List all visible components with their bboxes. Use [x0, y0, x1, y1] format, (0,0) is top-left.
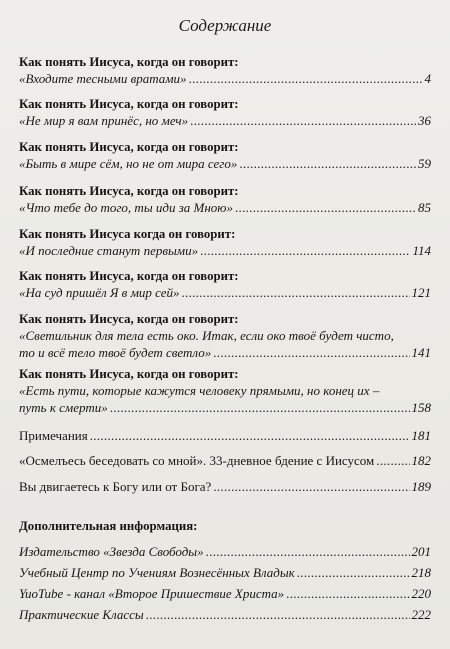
toc-entry-quote: «На суд пришёл Я в мир сей» [19, 285, 180, 300]
toc-entry-heading: Как понять Иисуса, когда он говорит: [19, 140, 239, 154]
leader-dots [200, 242, 410, 259]
page-number: 218 [411, 565, 431, 580]
leader-dots [190, 112, 416, 129]
page-title: Содержание [178, 16, 272, 35]
toc-item-label: «Осмелъесь беседовать со мной». 33-дневное бдение с Иисусом [19, 453, 375, 468]
toc-entry-heading: Как понять Иисуса, когда он говорит: [19, 312, 239, 326]
toc-entry-quote-cont: то и всё тело твоё будет светло» [19, 345, 212, 360]
toc-entry-heading: Как понять Иисуса, когда он говорит: [19, 269, 239, 283]
toc-misc-moving[interactable] [19, 478, 431, 495]
leader-dots [286, 585, 409, 602]
page-number: 85 [418, 200, 431, 215]
toc-item-label: YuoTube - канал «Второе Пришествие Христа» [19, 586, 285, 601]
leader-dots [110, 399, 410, 416]
toc-item-label: Практические Классы [19, 607, 144, 622]
leader-dots [213, 344, 409, 361]
toc-item-label: Учебный Центр по Учениям Вознесённых Владык [19, 565, 295, 580]
page-number: 158 [411, 400, 431, 415]
toc-entry-heading: Как понять Иисуса, когда он говорит: [19, 55, 239, 69]
page-number: 121 [411, 285, 431, 300]
leader-dots [297, 564, 410, 581]
toc-item-label: Вы двигаетесь к Богу или от Бога? [19, 479, 212, 494]
toc-entry-quote: «Что тебе до того, ты иди за Мною» [19, 200, 233, 215]
toc-item-label: Издательство «Звезда Свободы» [19, 544, 204, 559]
toc-entry[interactable] [19, 54, 431, 87]
leader-dots [239, 155, 416, 172]
toc-item-label: Примечания [19, 428, 88, 443]
page-number: 201 [411, 544, 431, 559]
toc-additional-item[interactable] [19, 543, 431, 560]
toc-misc-vigil[interactable] [19, 452, 431, 469]
toc-entry-quote: «Светильник для тела есть око. Итак, если око твоё будет чисто, [19, 328, 394, 343]
leader-dots [206, 543, 410, 560]
toc-entry-heading: Как понять Иисуса когда он говорит: [19, 227, 236, 241]
page-number: 59 [418, 156, 431, 171]
toc-entry-quote: «И последние станут первыми» [19, 243, 199, 258]
toc-entry-heading: Как понять Иисуса, когда он говорит: [19, 184, 239, 198]
toc-entry[interactable] [19, 311, 431, 361]
toc-entry-heading: Как понять Иисуса, когда он говорит: [19, 97, 239, 111]
toc-entry-quote: «Быть в мире сём, но не от мира сего» [19, 156, 238, 171]
toc-additional-item[interactable] [19, 585, 431, 602]
page-number: 4 [424, 71, 431, 86]
leader-dots [376, 452, 409, 469]
toc-entry-quote-cont: путь к смерти» [19, 400, 108, 415]
page-number: 189 [411, 479, 431, 494]
toc-entry[interactable] [19, 226, 431, 259]
toc-entry-quote: «Есть пути, которые кажутся человеку прямыми, но конец их – [19, 383, 380, 398]
toc-entry-quote: «Входите тесными вратами» [19, 71, 187, 86]
leader-dots [213, 478, 409, 495]
toc-entry-quote: «Не мир я вам принёс, но меч» [19, 113, 189, 128]
toc-additional-item[interactable] [19, 606, 431, 623]
toc-entry[interactable] [19, 268, 431, 301]
toc-misc-notes[interactable] [19, 427, 431, 444]
page-number: 182 [411, 453, 431, 468]
toc-entry-heading: Как понять Иисуса, когда он говорит: [19, 367, 239, 381]
leader-dots [181, 284, 409, 301]
toc-entry[interactable] [19, 96, 431, 129]
page-number: 141 [411, 345, 431, 360]
page-number: 36 [418, 113, 431, 128]
toc-entry[interactable] [19, 183, 431, 216]
page-number: 114 [412, 243, 431, 258]
leader-dots [189, 70, 423, 87]
leader-dots [235, 199, 416, 216]
leader-dots [90, 427, 410, 444]
page-number: 222 [411, 607, 431, 622]
additional-info-heading: Дополнительная информация: [19, 519, 198, 533]
toc-entry[interactable] [19, 139, 431, 172]
page-number: 220 [411, 586, 431, 601]
toc-entry[interactable] [19, 366, 431, 416]
toc-additional-item[interactable] [19, 564, 431, 581]
page-number: 181 [411, 428, 431, 443]
leader-dots [146, 606, 410, 623]
